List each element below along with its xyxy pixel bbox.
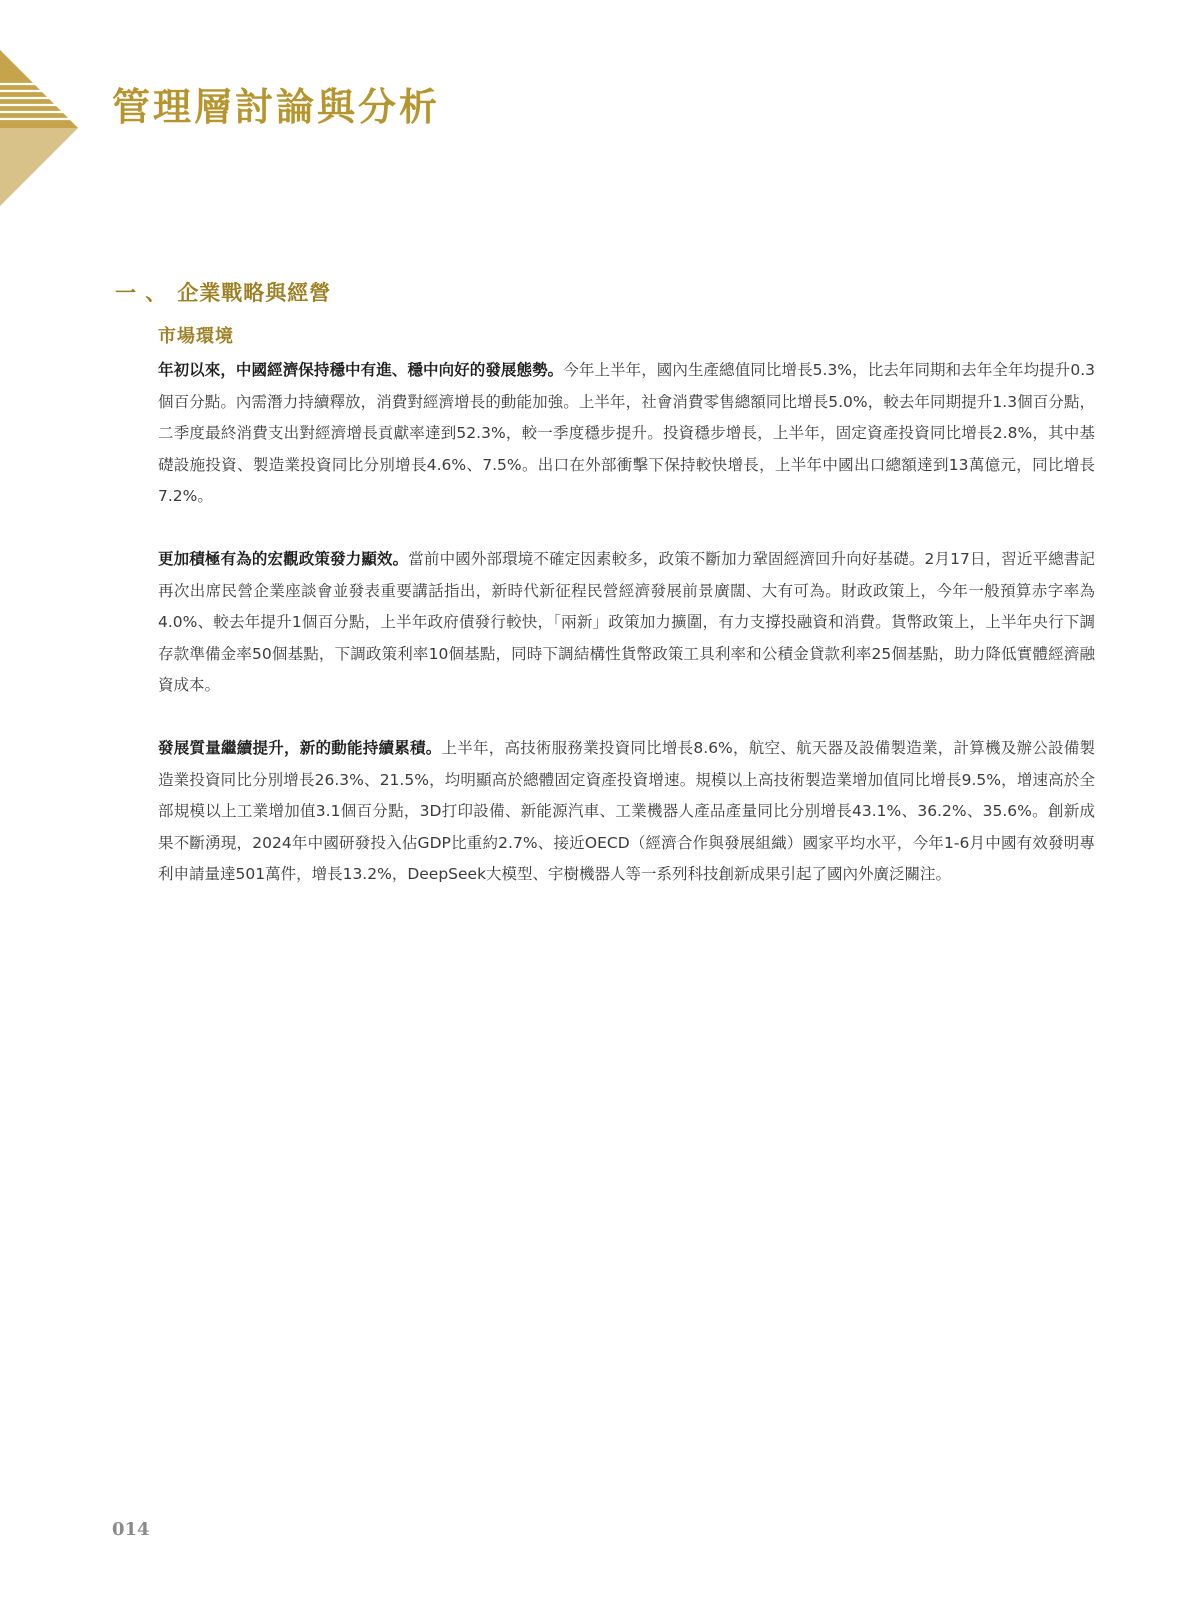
page-number: 014 <box>112 1519 150 1540</box>
corner-ornament-icon <box>0 50 80 210</box>
paragraph-lead: 更加積極有為的宏觀政策發力顯效。 <box>158 549 409 568</box>
subsection-heading: 市場環境 <box>158 326 234 347</box>
paragraph-lead: 年初以來，中國經濟保持穩中有進、穩中向好的發展態勢。 <box>158 361 564 379</box>
section-heading <box>115 277 331 307</box>
paragraph <box>158 355 1095 513</box>
page-title: 管理層討論與分析 <box>112 84 441 129</box>
paragraph-lead: 發展質量繼續提升，新的動能持續累積。 <box>158 738 442 757</box>
section-title: 企業戰略與經營 <box>177 281 332 305</box>
paragraph-text: 今年上半年，國內生產總值同比增長5.3%，比去年同期和去年全年均提升0.3個百分點。內需潛力持續釋放，消費對經濟增長的動能加強。上半年，社會消費零售總額同比增長5.0%，較去年同期提升1.3個百分點，二季度最終消費支出對經濟增長貢獻率達到52.3%，較一季度穩步提升。投資穩步增長，上半年，固定資產投資同比增長2.8%，其中基礎設施投資、製造業投資同比分別增長4.6%、7.5%。出口在外部衝擊下保持較快增長，上半年中國出口總額達到13萬億元，同比增長7.2%。 <box>158 361 1095 506</box>
paragraph-text: 上半年，高技術服務業投資同比增長8.6%，航空、航天器及設備製造業，計算機及辦公設備製造業投資同比分別增長26.3%、21.5%，均明顯高於總體固定資產投資增速。規模以上高技術製造業增加值同比增長9.5%，增速高於全部規模以上工業增加值3.1個百分點，3D打印設備、新能源汽車、工業機器人產品產量同比分別增長43.1%、36.2%、35.6%。創新成果不斷湧現，2024年中國研發投入佔GDP比重約2.7%、接近OECD（經濟合作與發展組織）國家平均水平，今年1-6月中國有效發明專利申請量達501萬件，增長13.2%，DeepSeek大模型、宇樹機器人等一系列科技創新成果引起了國內外廣泛關注。 <box>158 738 1095 884</box>
section-number: 一 、 <box>115 281 168 305</box>
body-text <box>158 355 1095 922</box>
paragraph-text: 當前中國外部環境不確定因素較多，政策不斷加力鞏固經濟回升向好基礎。2月17日，習近平總書記再次出席民營企業座談會並發表重要講話指出，新時代新征程民營經濟發展前景廣闊、大有可為。財政政策上，今年一般預算赤字率為4.0%、較去年提升1個百分點，上半年政府債發行較快，「兩新」政策加力擴圍，有力支撐投融資和消費。貨幣政策上，上半年央行下調存款準備金率50個基點，下調政策利率10個基點，同時下調結構性貨幣政策工具利率和公積金貸款利率25個基點，助力降低實體經濟融資成本。 <box>158 549 1095 695</box>
paragraph <box>158 733 1095 891</box>
paragraph <box>158 544 1095 702</box>
